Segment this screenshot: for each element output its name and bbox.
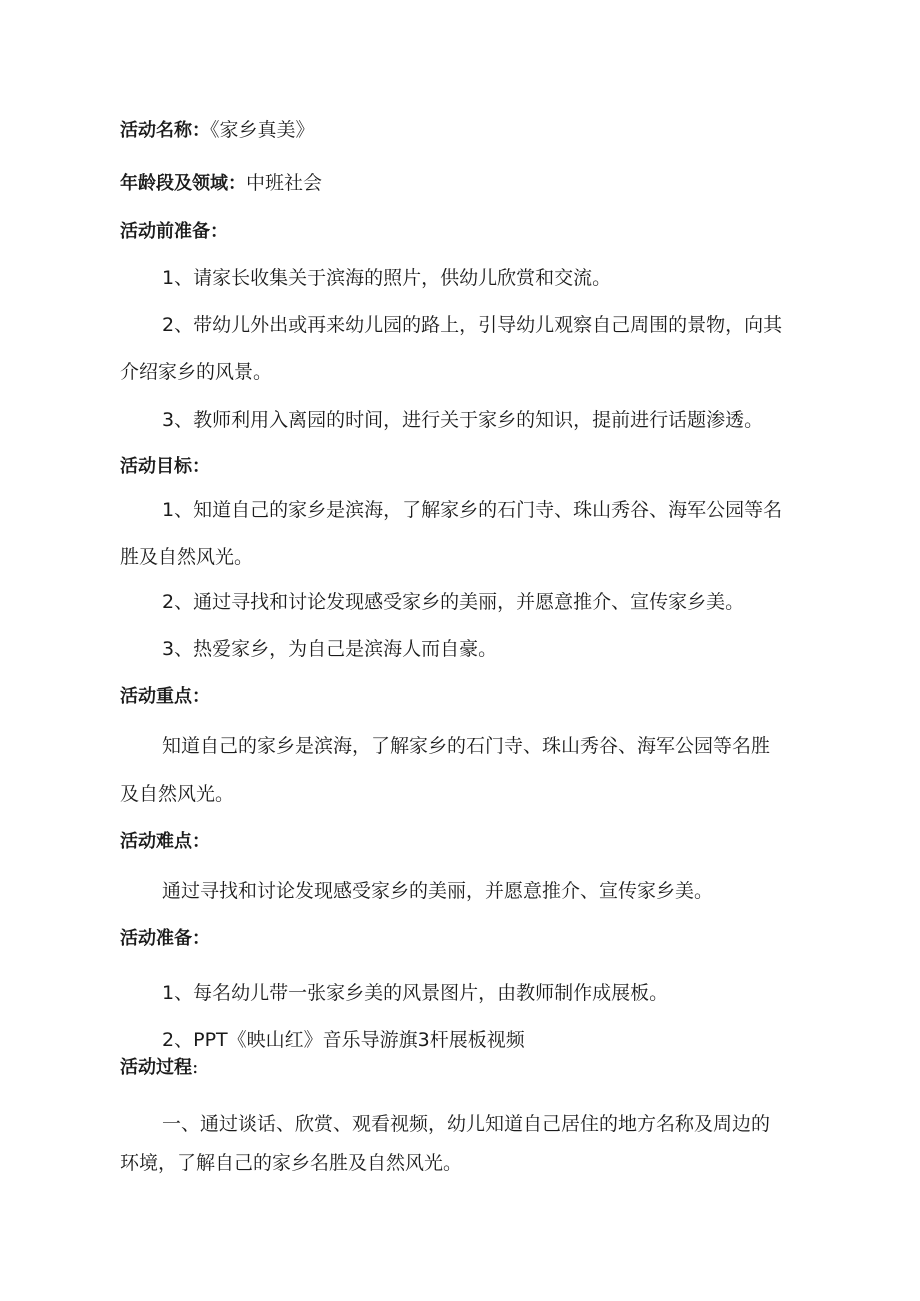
difficulty-text: 通过寻找和讨论发现感受家乡的美丽，并愿意推介、宣传家乡美。	[162, 880, 714, 902]
key-point-text: 知道自己的家乡是滨海，了解家乡的石门寺、珠山秀谷、海军公园等名胜	[162, 735, 771, 757]
prep-heading: 活动准备：	[120, 928, 210, 949]
item-text-number: 3	[417, 1029, 430, 1051]
goals-item-3	[162, 637, 497, 661]
item-text: 、教师利用入离园的时间，进行关于家乡的知识，提前进行话题渗透。	[174, 409, 764, 431]
item-number: 2	[162, 1029, 175, 1051]
pre-prep-item-2	[162, 313, 782, 337]
age-domain	[120, 171, 322, 196]
key-point-text-cont: 及自然风光。	[120, 783, 235, 805]
item-text: 、知道自己的家乡是滨海，了解家乡的石门寺、珠山秀谷、海军公园等名	[174, 499, 783, 521]
item-text: 《映山红》音乐导游旗	[227, 1029, 418, 1051]
difficulty-heading: 活动难点：	[120, 831, 210, 852]
goals-item-2	[162, 590, 744, 614]
item-text: 、每名幼儿带一张家乡美的风景图片，由教师制作成展板。	[174, 982, 669, 1004]
item-number: 2	[162, 591, 175, 613]
pre-prep-heading: 活动前准备：	[120, 221, 228, 242]
activity-name	[120, 118, 315, 143]
goals-item-1	[162, 498, 782, 522]
item-text: 、热爱家乡，为自己是滨海人而自豪。	[174, 638, 498, 660]
prep-item-1	[162, 981, 668, 1005]
age-domain-label: 年龄段及领域：	[120, 173, 246, 194]
process-heading	[120, 1055, 198, 1080]
goals-heading: 活动目标：	[120, 456, 210, 477]
pre-prep-item-2-cont: 介绍家乡的风景。	[120, 361, 273, 383]
process-text-cont: 环境，了解自己的家乡名胜及自然风光。	[120, 1152, 463, 1174]
item-text: 、带幼儿外出或再来幼儿园的路上，引导幼儿观察自己周围的景物，向其	[174, 314, 783, 336]
item-text-ppt: PPT	[193, 1029, 228, 1051]
item-number: 1	[162, 267, 175, 289]
activity-name-label: 活动名称：	[120, 120, 210, 141]
item-number: 1	[162, 982, 175, 1004]
age-domain-value: 中班社会	[246, 172, 323, 194]
goals-item-1-cont: 胜及自然风光。	[120, 546, 254, 568]
process-heading-label: 活动过程	[120, 1057, 192, 1078]
item-text: 、通过寻找和讨论发现感受家乡的美丽，并愿意推介、宣传家乡美。	[174, 591, 745, 613]
item-number: 2	[162, 314, 175, 336]
item-number: 3	[162, 638, 175, 660]
item-text: 、	[174, 1029, 194, 1051]
process-text: 一、通过谈话、欣赏、观看视频，幼儿知道自己居住的地方名称及周边的	[162, 1113, 771, 1135]
pre-prep-item-1	[162, 266, 611, 290]
process-heading-colon: :	[192, 1056, 199, 1078]
item-text: 杆展板视频	[429, 1029, 525, 1051]
pre-prep-item-3	[162, 408, 763, 432]
activity-name-value: 《家乡真美》	[210, 119, 315, 141]
item-number: 3	[162, 409, 175, 431]
key-point-heading: 活动重点：	[120, 686, 210, 707]
prep-item-2	[162, 1028, 525, 1052]
item-number: 1	[162, 499, 175, 521]
item-text: 、请家长收集关于滨海的照片，供幼儿欣赏和交流。	[174, 267, 612, 289]
